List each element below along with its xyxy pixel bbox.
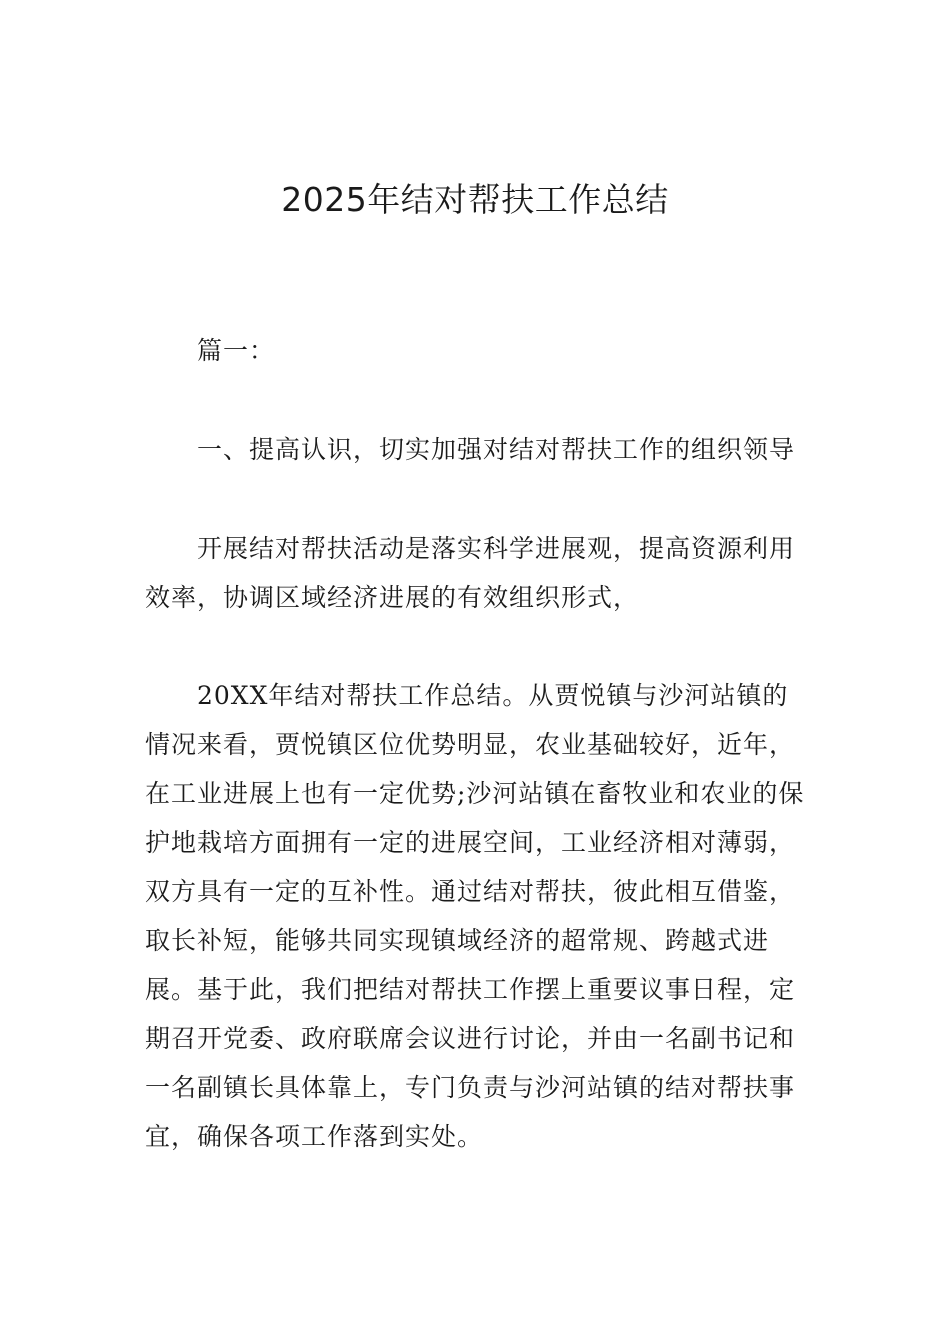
section-heading: 一、提高认识，切实加强对结对帮扶工作的组织领导 bbox=[197, 435, 796, 464]
body-paragraph: 20XX年结对帮扶工作总结。从贾悦镇与沙河站镇的情况来看，贾悦镇区位优势明显，农业基础较好，近年，在工业进展上也有一定优势;沙河站镇在畜牧业和农业的保护地栽培方面拥有一定的进展空间，工业经济相对薄弱，双方具有一定的互补性。通过结对帮扶，彼此相互借鉴，取长补短，能够共同实现镇域经济的超常规、跨越式进展。基于此，我们把结对帮扶工作摆上重要议事日程，定期召开党委、政府联席会议进行讨论，并由一名副书记和一名副镇长具体靠上，专门负责与沙河站镇的结对帮扶事宜，确保各项工作落到实处。 bbox=[145, 681, 805, 1151]
section-label: 篇一： bbox=[197, 336, 276, 365]
intro-paragraph: 开展结对帮扶活动是落实科学进展观，提高资源利用效率，协调区域经济进展的有效组织形式， bbox=[145, 534, 796, 612]
document-title: 2025年结对帮扶工作总结 bbox=[281, 180, 669, 219]
